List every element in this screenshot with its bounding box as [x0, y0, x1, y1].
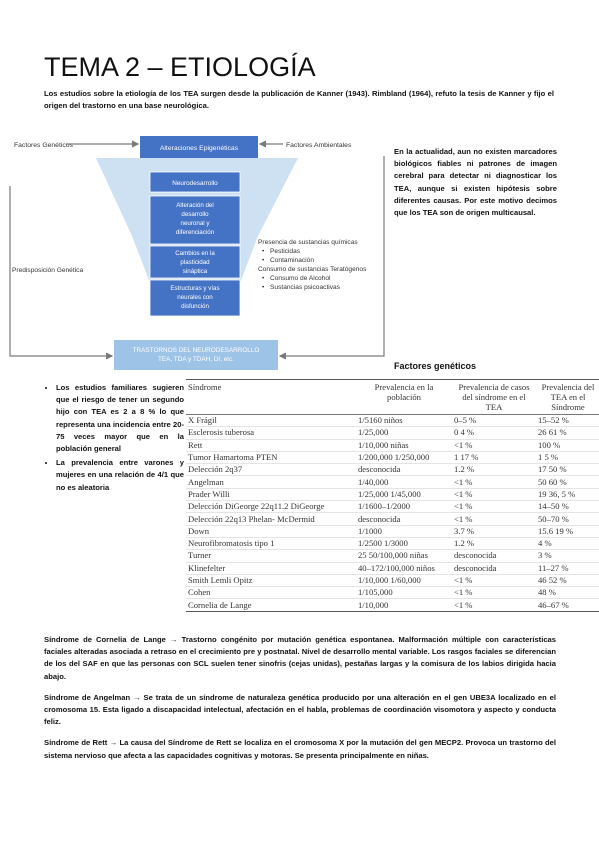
cell-population: 1/105,000	[356, 587, 452, 599]
cell-cases-in-tea: desconocida	[452, 562, 536, 574]
cell-tea-in-syndrome: 14–50 %	[536, 501, 599, 513]
neurodevelopment-label: Neurodesarrollo	[172, 180, 218, 187]
neuronal-alteration-line-1: Alteración del	[176, 202, 214, 209]
cell-syndrome: Rett	[186, 439, 356, 451]
syndrome-sections	[44, 634, 556, 771]
neuronal-alteration-line-3: neuronal y	[180, 220, 210, 227]
cell-tea-in-syndrome: 46 52 %	[536, 574, 599, 586]
environmental-factors-label: Factores Ambientales	[286, 142, 352, 149]
cell-syndrome: Turner	[186, 550, 356, 562]
cell-cases-in-tea: <1 %	[452, 513, 536, 525]
teratogens-title: Consumo de sustancias Teratógenos	[258, 266, 367, 273]
cell-tea-in-syndrome: 15.6 19 %	[536, 525, 599, 537]
table-row	[186, 476, 599, 488]
cell-population: 40–172/100,000 niños	[356, 562, 452, 574]
table-row	[186, 439, 599, 451]
table-header-row	[186, 380, 599, 415]
structures-line-2: neurales con	[177, 294, 213, 301]
neurodevelopment-disorders-box	[114, 340, 278, 370]
cell-cases-in-tea: 1.2 %	[452, 537, 536, 549]
cell-population: 1/1000	[356, 525, 452, 537]
cell-cases-in-tea: 3.7 %	[452, 525, 536, 537]
cell-population: desconocida	[356, 464, 452, 476]
cell-syndrome: Smith Lemli Opitz	[186, 574, 356, 586]
cell-cases-in-tea: <1 %	[452, 476, 536, 488]
bottom-line-2: TEA, TDA y TDAH, DI, etc.	[157, 356, 235, 363]
bullet-list	[44, 382, 184, 494]
cell-syndrome: X Frágil	[186, 415, 356, 427]
neuronal-alteration-line-2: desarrollo	[181, 211, 209, 218]
cell-tea-in-syndrome: 17 50 %	[536, 464, 599, 476]
cell-tea-in-syndrome: 48 %	[536, 587, 599, 599]
cell-tea-in-syndrome: 3 %	[536, 550, 599, 562]
chemicals-item-1: Pesticidas	[270, 248, 301, 255]
cell-population: desconocida	[356, 513, 452, 525]
chemicals-bullet-1: •	[262, 248, 265, 255]
teratogens-bullet-1: •	[262, 275, 265, 282]
table-row	[186, 513, 599, 525]
table-row	[186, 550, 599, 562]
table-row	[186, 415, 599, 427]
section-rett: Síndrome de Rett → La causa del Síndrome de Rett se localiza en el cromosoma X por la mutación del gen MECP2. Provoca un trastorno del sistema nervioso que afecta a las capacidades cognitivas y motoras. Se presenta principalmente en niñas.	[44, 738, 556, 760]
cell-cases-in-tea: desconocida	[452, 550, 536, 562]
cell-tea-in-syndrome: 50–70 %	[536, 513, 599, 525]
genetic-factors-label: Factores Genéticos	[14, 142, 73, 149]
table-row	[186, 574, 599, 586]
header-cases-in-tea: Prevalencia de casos del síndrome en el TEA	[452, 380, 536, 415]
cell-syndrome: Delección DiGeorge 22q11.2 DiGeorge	[186, 501, 356, 513]
cell-population: 1/40,000	[356, 476, 452, 488]
teratogens-item-1: Consumo de Alcohol	[270, 275, 331, 282]
cell-tea-in-syndrome: 100 %	[536, 439, 599, 451]
cell-population: 1/5160 niños	[356, 415, 452, 427]
cell-syndrome: Cornelia de Lange	[186, 599, 356, 611]
cell-cases-in-tea: 0 4 %	[452, 427, 536, 439]
side-paragraph: En la actualidad, aun no existen marcadores biológicos fiables ni patrones de imagen cerebral para detectar ni diagnosticar los TEA, aunque si existen hipótesis sobre diferentes causas. Por este motivo decimos que los TEA son de origen multicausal.	[394, 147, 557, 218]
cell-tea-in-syndrome: 19 36, 5 %	[536, 488, 599, 500]
etiology-diagram	[8, 128, 388, 372]
cell-syndrome: Delección 2q37	[186, 464, 356, 476]
epigenetic-label: Alteraciones Epigenéticas	[159, 145, 239, 152]
environmental-line	[280, 156, 384, 356]
cell-syndrome: Klinefelter	[186, 562, 356, 574]
cell-cases-in-tea: 1 17 %	[452, 451, 536, 463]
cell-population: 25 50/100,000 niñas	[356, 550, 452, 562]
cell-cases-in-tea: <1 %	[452, 574, 536, 586]
plasticity-line-2: plasticidad	[180, 259, 210, 266]
table-row	[186, 599, 599, 611]
chemicals-item-2: Contaminación	[270, 257, 314, 264]
cell-syndrome: Delección 22q13 Phelan- McDermid	[186, 513, 356, 525]
chemicals-bullet-2: •	[262, 257, 265, 264]
genetic-factors-table	[186, 379, 599, 612]
plasticity-line-3: sináptica	[182, 268, 208, 275]
cell-population: 1/25,000 1/45,000	[356, 488, 452, 500]
table-row	[186, 501, 599, 513]
bullet-item: • La prevalencia entre varones y mujeres en una relación de 4/1 que no es aleatoria	[56, 457, 184, 494]
cell-tea-in-syndrome: 15–52 %	[536, 415, 599, 427]
cell-population: 1/10,000	[356, 599, 452, 611]
table-row	[186, 537, 599, 549]
plasticity-line-1: Cambios en la	[175, 250, 215, 257]
cell-population: 1/25,000	[356, 427, 452, 439]
cell-cases-in-tea: <1 %	[452, 599, 536, 611]
page-title: TEMA 2 – ETIOLOGÍA	[44, 52, 316, 82]
header-syndrome: Síndrome	[186, 380, 356, 415]
neuronal-alteration-line-4: diferenciación	[175, 229, 215, 236]
table-row	[186, 451, 599, 463]
cell-cases-in-tea: <1 %	[452, 488, 536, 500]
table-row	[186, 562, 599, 574]
cell-population: 1/2500 1/3000	[356, 537, 452, 549]
cell-cases-in-tea: 1.2 %	[452, 464, 536, 476]
cell-tea-in-syndrome: 50 60 %	[536, 476, 599, 488]
bullet-item: • Los estudios familiares sugieren que el riesgo de tener un segundo hijo con TEA es 2 a 8 % lo que representa una incidencia entre 20-75 veces mayor que en la población general	[56, 382, 184, 455]
family-studies-bullets	[44, 382, 184, 496]
cell-tea-in-syndrome: 26 61 %	[536, 427, 599, 439]
cell-cases-in-tea: 0–5 %	[452, 415, 536, 427]
structures-line-3: disfunción	[181, 303, 209, 310]
teratogens-bullet-2: •	[262, 284, 265, 291]
cell-population: 1/200,000 1/250,000	[356, 451, 452, 463]
structures-line-1: Estructuras y vías	[170, 285, 220, 292]
section-cornelia-de-lange: Síndrome de Cornelia de Lange → Trastorno congénito por mutación genética espontanea. Malformación múltiple con características faciales alteradas asociada a retraso en el crecimiento pre y postnatal. Nivel de desarrollo mental variable. Los rasgos faciales se diferencian de los del SAF en que las personas con SCL suelen tener sinofris (cejas unidas), pestañas largas y la comisura de los labios dirigida hacia abajo.	[44, 635, 556, 681]
table-row	[186, 427, 599, 439]
cell-syndrome: Prader Willi	[186, 488, 356, 500]
table-body	[186, 415, 599, 612]
cell-syndrome: Neurofibromatosis tipo 1	[186, 537, 356, 549]
cell-tea-in-syndrome: 1 5 %	[536, 451, 599, 463]
table-row	[186, 488, 599, 500]
cell-syndrome: Tumor Hamartoma PTEN	[186, 451, 356, 463]
cell-tea-in-syndrome: 11–27 %	[536, 562, 599, 574]
cell-cases-in-tea: <1 %	[452, 587, 536, 599]
header-tea-in-syndrome: Prevalencia del TEA en el Síndrome	[536, 380, 599, 415]
cell-tea-in-syndrome: 46–67 %	[536, 599, 599, 611]
cell-population: 1/1600–1/2000	[356, 501, 452, 513]
cell-population: 1/10,000 1/60,000	[356, 574, 452, 586]
section-angelman: Síndrome de Angelman → Se trata de un síndrome de naturaleza genética producido por una alteración en el gen UBE3A localizado en el cromosoma 15. Esta ligado a discapacidad intelectual, afectación en el habla, problemas de coordinación visomotora y aspecto y conducta feliz.	[44, 692, 556, 727]
cell-tea-in-syndrome: 4 %	[536, 537, 599, 549]
teratogens-item-2: Sustancias psicoactivas	[270, 284, 341, 291]
intro-paragraph: Los estudios sobre la etiología de los TEA surgen desde la publicación de Kanner (1943). Rimbland (1964), refuto la tesis de Kanner y fijo el origen del trastorno en una base neurológica.	[44, 89, 554, 111]
cell-syndrome: Esclerosis tuberosa	[186, 427, 356, 439]
bottom-line-1: TRASTORNOS DEL NEURODESARROLLO	[132, 347, 260, 354]
chemicals-title: Presencia de sustancias químicas	[258, 239, 358, 246]
table-row	[186, 464, 599, 476]
cell-syndrome: Down	[186, 525, 356, 537]
genetic-factors-title: Factores genéticos	[394, 361, 477, 371]
cell-population: 1/10,000 niñas	[356, 439, 452, 451]
cell-syndrome: Cohen	[186, 587, 356, 599]
cell-syndrome: Angelman	[186, 476, 356, 488]
table-row	[186, 587, 599, 599]
cell-cases-in-tea: <1 %	[452, 501, 536, 513]
cell-cases-in-tea: <1 %	[452, 439, 536, 451]
table-row	[186, 525, 599, 537]
header-population: Prevalencia en la población	[356, 380, 452, 415]
predisposition-label: Predisposición Genética	[12, 267, 84, 274]
